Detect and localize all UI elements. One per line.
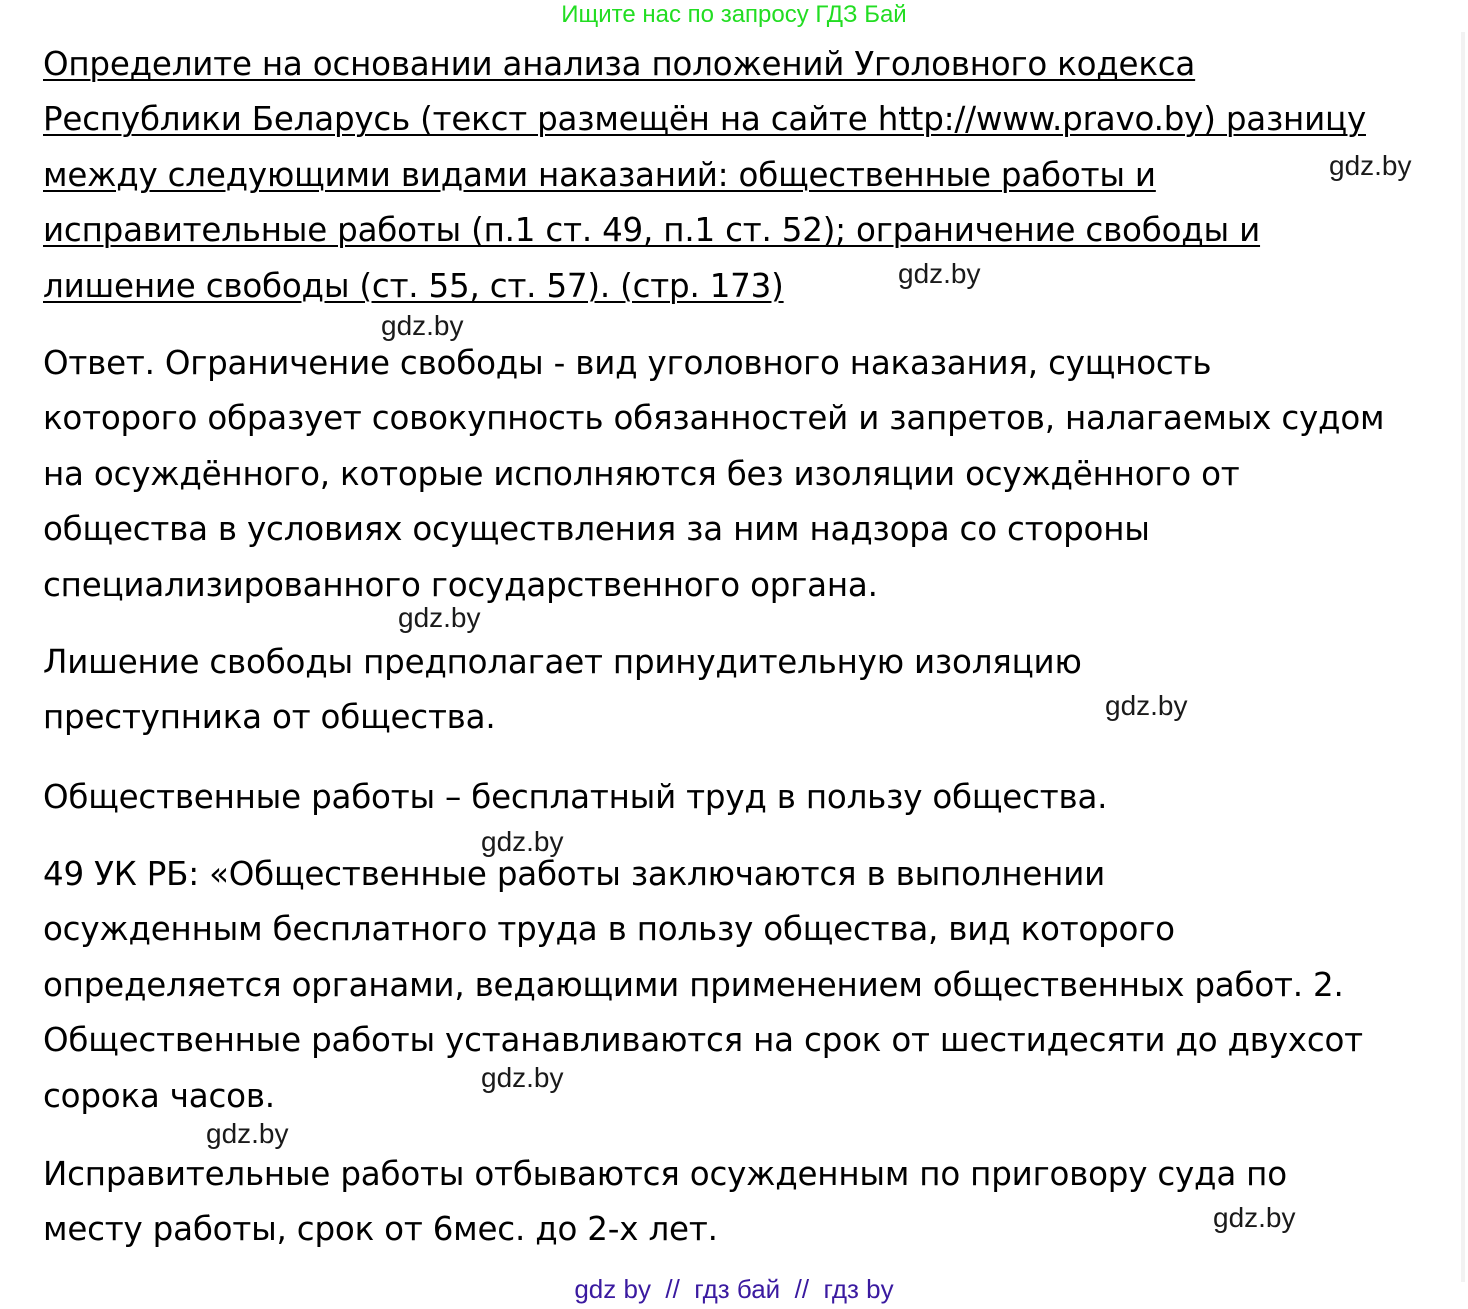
question-text: Определите на основании анализа положений Уголовного кодекса Республики Беларусь (текст размещён на сайте http://www.pravo.by) разницу между следующими видами наказаний: общественные работы и исправительные работы (п.1 ст. 49, п.1 ст. 52); ограничение свободы и лишение свободы (ст. 55, ст. 57). (стр. 173)	[43, 45, 1366, 305]
watermark: gdz.by	[381, 310, 464, 341]
top-banner: Ищите нас по запросу ГДЗ Бай	[561, 1, 907, 28]
watermark: gdz.by	[898, 258, 981, 289]
answer-paragraph-community-work: Общественные работы – бесплатный труд в пользу общества.	[43, 778, 1108, 816]
answer-paragraph-restriction: Ответ. Ограничение свободы - вид уголовного наказания, сущность которого образует совокупность обязанностей и запретов, налагаемых судом на осуждённого, которые исполняются без изоляции осуждённого от общества в условиях осуществления за ним надзора со стороны специализированного государственного органа.	[43, 344, 1385, 604]
answer-paragraph-article-49: 49 УК РБ: «Общественные работы заключаются в выполнении осужденным бесплатного труда в пользу общества, вид которого определяется органами, ведающими применением общественных работ. 2. Общественные работы устанавливаются на срок от шестидесяти до двухсот сорока часов.	[43, 855, 1363, 1115]
watermark: gdz.by	[1329, 150, 1412, 181]
answer-paragraph-deprivation: Лишение свободы предполагает принудительную изоляцию преступника от общества.	[43, 643, 1082, 737]
watermark: gdz.by	[481, 826, 564, 857]
watermark: gdz.by	[398, 602, 481, 633]
answer-paragraph-correctional-work: Исправительные работы отбываются осужденным по приговору суда по месту работы, срок от 6мес. до 2-х лет.	[43, 1155, 1287, 1249]
watermark: gdz.by	[206, 1118, 289, 1149]
footer-links: gdz by // гдз бай // гдз by	[574, 1274, 894, 1304]
watermark: gdz.by	[1213, 1202, 1296, 1233]
watermark: gdz.by	[1105, 690, 1188, 721]
watermark: gdz.by	[481, 1062, 564, 1093]
page-edge-divider	[1461, 32, 1465, 1282]
